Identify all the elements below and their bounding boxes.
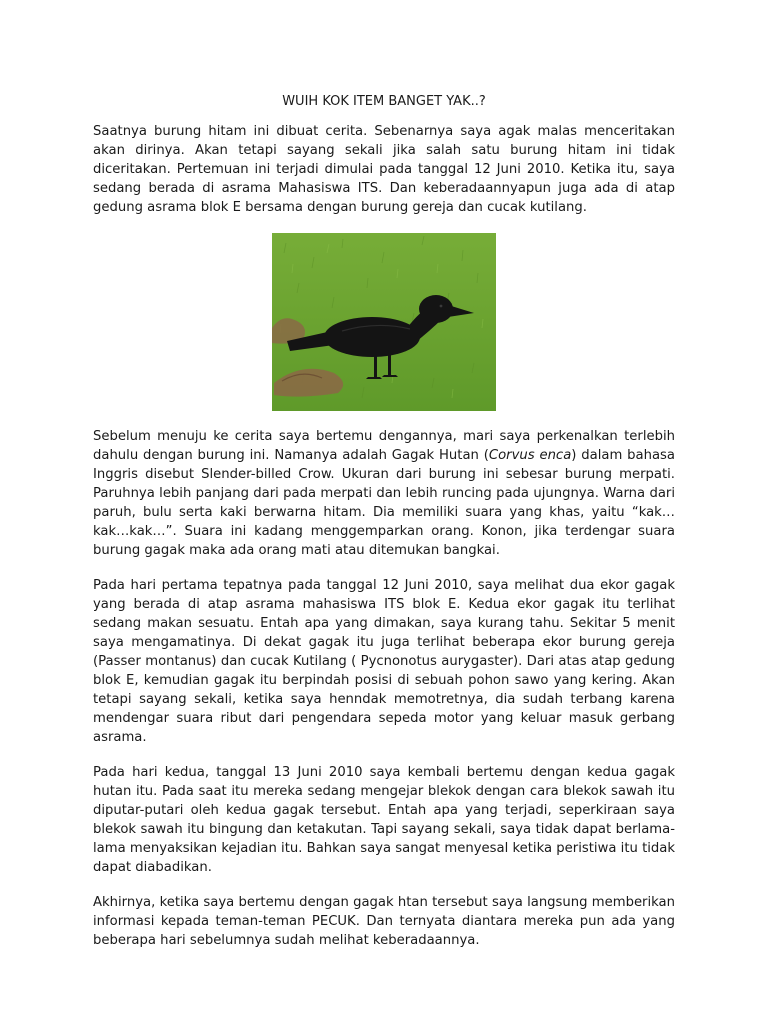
paragraph-description [93, 427, 675, 560]
paragraph-intro: Saatnya burung hitam ini dibuat cerita. Sebenarnya saya agak malas menceritakan akan dirinya. Akan tetapi sayang sekali jika salah satu burung hitam ini tidak diceritakan. Pertemuan ini terjadi dimulai pada tanggal 12 Juni 2010. Ketika itu, saya sedang berada di asrama Mahasiswa ITS. Dan keberadaannyapun juga ada di atap gedung asrama blok E bersama dengan burung gereja dan cucak kutilang. [93, 124, 675, 215]
paragraph-day-two: Pada hari kedua, tanggal 13 Juni 2010 saya kembali bertemu dengan kedua gagak hutan itu. Pada saat itu mereka sedang mengejar blekok dengan cara blekok sawah itu diputar-putari oleh kedua gagak tersebut. Entah apa yang terjadi, seperkiraan saya blekok sawah itu bingung dan ketakutan. Tapi sayang sekali, saya tidak dapat berlama-lama menyaksikan kejadian itu. Bahkan saya sangat menyesal ketika peristiwa itu tidak dapat diabadikan. [93, 765, 675, 875]
crow-photo [272, 233, 496, 411]
scientific-name: Corvus enca [488, 448, 572, 463]
paragraph-day-one: Pada hari pertama tepatnya pada tanggal 12 Juni 2010, saya melihat dua ekor gagak yang berada di atap asrama mahasiswa ITS blok E. Kedua ekor gagak itu terlihat sedang makan sesuatu. Entah apa yang dimakan, saya kurang tahu. Sekitar 5 menit saya mengamatinya. Di dekat gagak itu juga terlihat beberapa ekor burung gereja (Passer montanus) dan cucak Kutilang ( Pycnonotus aurygaster). Dari atas atap gedung blok E, kemudian gagak itu berpindah posisi di sebuah pohon sawo yang kering. Akan tetapi sayang sekali, ketika saya henndak memotretnya, dia sudah terbang karena mendengar suara ribut dari pengendara sepeda motor yang keluar masuk gerbang asrama. [93, 578, 675, 745]
paragraph-description-start: Sebelum menuju ke cerita saya bertemu dengannya, mari saya perkenalkan terlebih dahulu dengan burung ini. Namanya adalah Gagak Hutan ( [93, 429, 675, 463]
paragraph-conclusion: Akhirnya, ketika saya bertemu dengan gagak htan tersebut saya langsung memberikan informasi kepada teman-teman PECUK. Dan ternyata diantara mereka pun ada yang beberapa hari sebelumnya sudah melihat keberadaannya. [93, 895, 675, 948]
document-page [93, 92, 675, 966]
page-title: WUIH KOK ITEM BANGET YAK..? [282, 94, 486, 109]
paragraph-description-end: ) dalam bahasa Inggris disebut Slender-billed Crow. Ukuran dari burung ini sebesar burung merpati. Paruhnya lebih panjang dari pada merpati dan lebih runcing pada ujungnya. Warna dari paruh, bulu serta kaki berwarna hitam. Dia memiliki suara yang khas, yaitu “kak…kak…kak…”. Suara ini kadang menggemparkan orang. Konon, jika terdengar suara burung gagak maka ada orang mati atau ditemukan bangkai. [93, 448, 676, 558]
crow-photo-icon [272, 233, 496, 411]
